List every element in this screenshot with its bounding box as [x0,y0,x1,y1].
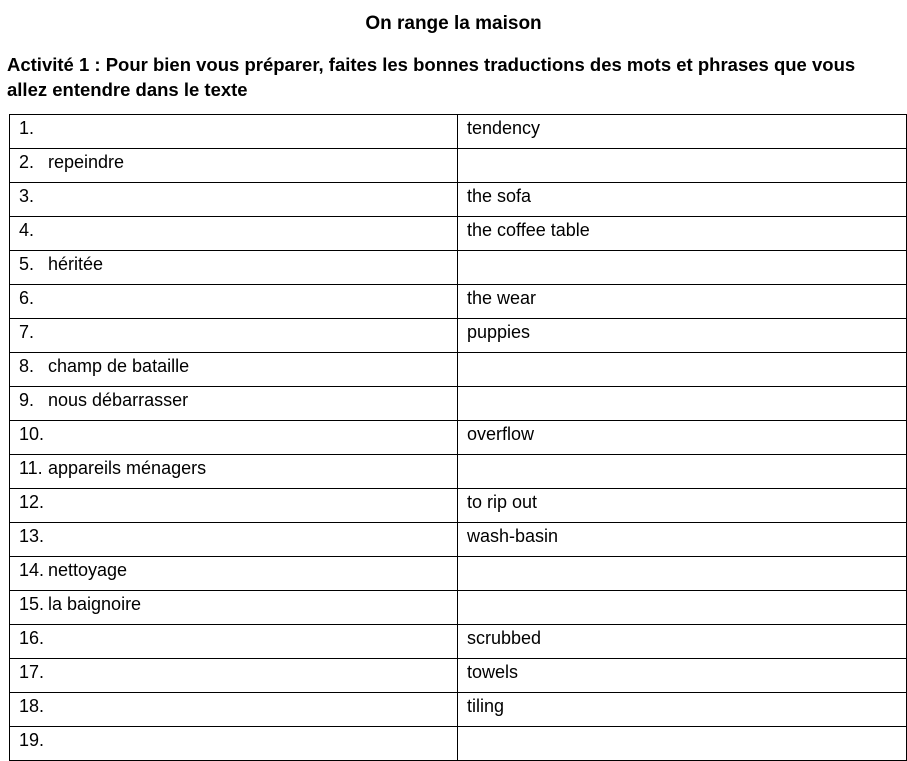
page-title: On range la maison [365,13,542,34]
row-number: 14. [19,560,45,580]
french-term: champ de bataille [48,356,190,376]
row-number: 4. [19,220,35,240]
french-cell[interactable] [10,387,458,421]
french-term: nettoyage [48,560,128,580]
french-cell[interactable] [10,591,458,625]
row-number: 2. [19,152,35,172]
english-term: scrubbed [467,628,542,648]
french-term: nous débarrasser [48,390,189,410]
english-cell[interactable] [458,727,907,761]
english-term: the coffee table [467,220,590,240]
table-row [10,353,907,387]
table-row [10,115,907,149]
english-cell[interactable] [458,625,907,659]
french-term: héritée [48,254,104,274]
row-number: 10. [19,424,45,444]
french-cell[interactable] [10,217,458,251]
row-number: 9. [19,390,35,410]
table-row [10,217,907,251]
row-number: 15. [19,594,45,614]
english-term: to rip out [467,492,538,512]
table-row [10,693,907,727]
english-cell[interactable] [458,319,907,353]
table-row [10,455,907,489]
table-row [10,557,907,591]
english-cell[interactable] [458,217,907,251]
vocabulary-table-body [10,115,907,761]
english-cell[interactable] [458,659,907,693]
table-row [10,251,907,285]
french-cell[interactable] [10,421,458,455]
french-cell[interactable] [10,353,458,387]
english-cell[interactable] [458,115,907,149]
row-number: 11. [19,458,43,478]
table-row [10,421,907,455]
row-number: 19. [19,730,45,750]
row-number: 3. [19,186,35,206]
english-term: the sofa [467,186,532,206]
english-term: towels [467,662,519,682]
row-number: 16. [19,628,45,648]
english-term: tiling [467,696,505,716]
english-term: the wear [467,288,537,308]
english-term: overflow [467,424,535,444]
table-row [10,183,907,217]
english-cell[interactable] [458,285,907,319]
french-cell[interactable] [10,727,458,761]
french-cell[interactable] [10,455,458,489]
english-cell[interactable] [458,183,907,217]
row-number: 1. [19,118,35,138]
table-row [10,727,907,761]
french-cell[interactable] [10,625,458,659]
english-cell[interactable] [458,693,907,727]
table-row [10,149,907,183]
english-cell[interactable] [458,149,907,183]
french-cell[interactable] [10,285,458,319]
english-cell[interactable] [458,523,907,557]
row-number: 17. [19,662,45,682]
activity-instruction: Activité 1 : Pour bien vous préparer, faites les bonnes traductions des mots et phrases que vous allez entendre dans le texte [7,54,856,100]
row-number: 5. [19,254,35,274]
table-row [10,523,907,557]
french-cell[interactable] [10,693,458,727]
english-cell[interactable] [458,353,907,387]
french-term: la baignoire [48,594,142,614]
row-number: 18. [19,696,45,716]
english-cell[interactable] [458,455,907,489]
table-row [10,489,907,523]
english-term: wash-basin [467,526,559,546]
table-row [10,319,907,353]
french-cell[interactable] [10,557,458,591]
row-number: 13. [19,526,45,546]
english-cell[interactable] [458,557,907,591]
table-row [10,625,907,659]
french-cell[interactable] [10,115,458,149]
table-row [10,659,907,693]
english-term: puppies [467,322,531,342]
french-cell[interactable] [10,319,458,353]
english-term: tendency [467,118,541,138]
french-cell[interactable] [10,149,458,183]
french-term: appareils ménagers [48,458,207,478]
english-cell[interactable] [458,591,907,625]
row-number: 8. [19,356,35,376]
table-row [10,285,907,319]
french-cell[interactable] [10,523,458,557]
french-cell[interactable] [10,251,458,285]
row-number: 12. [19,492,45,512]
table-row [10,387,907,421]
french-cell[interactable] [10,489,458,523]
english-cell[interactable] [458,251,907,285]
french-cell[interactable] [10,183,458,217]
french-term: repeindre [48,152,125,172]
french-cell[interactable] [10,659,458,693]
english-cell[interactable] [458,489,907,523]
english-cell[interactable] [458,421,907,455]
row-number: 7. [19,322,35,342]
vocabulary-table [9,114,907,761]
english-cell[interactable] [458,387,907,421]
table-row [10,591,907,625]
row-number: 6. [19,288,35,308]
